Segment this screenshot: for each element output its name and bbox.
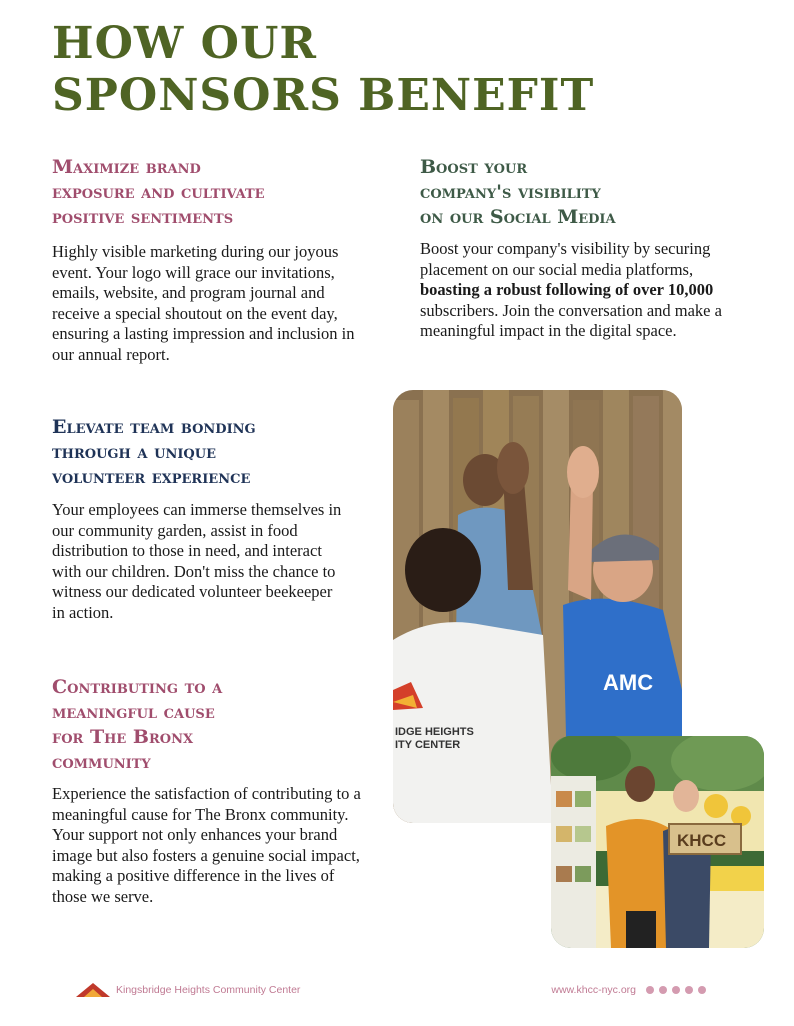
dot-icon — [672, 986, 680, 994]
dot-icon — [698, 986, 706, 994]
brand-heading-line: Maximize brand — [52, 156, 201, 178]
team-heading-line: through a unique — [52, 441, 216, 463]
team-heading-line: Elevate team bonding — [52, 416, 256, 438]
cause-heading-line: Contributing to a — [52, 676, 223, 698]
social-body-text: Boost your company's visibility by securing placement on our social media platforms, — [420, 239, 711, 279]
social-heading-line: Boost your — [420, 156, 528, 178]
dot-icon — [659, 986, 667, 994]
cause-heading — [52, 675, 222, 775]
social-heading-line: company's visibility — [420, 181, 601, 203]
brand-body: Highly visible marketing during our joyous event. Your logo will grace our invitations, emails, website, and program journal and receive a special shoutout on the event day, ensuring a lasting impression and inclusion in our annual report. — [52, 242, 355, 364]
social-body — [420, 239, 730, 342]
title-line-1: HOW OUR — [52, 18, 317, 69]
brand-heading-line: exposure and cultivate — [52, 181, 265, 203]
social-heading — [420, 155, 616, 230]
beekeeping-table-photo — [551, 736, 764, 948]
team-body: Your employees can immerse themselves in our community garden, assist in food distribution to those in need, and interact with our children. Don't miss the chance to witness our dedicated volunteer beekeeper in action. — [52, 500, 342, 622]
decorative-dots — [646, 986, 706, 994]
cause-heading-line: community — [52, 751, 151, 773]
social-body-text: subscribers. Join the conversation and make a meaningful impact in the digital space. — [420, 300, 722, 341]
footer-contact — [551, 982, 706, 998]
brand-heading-line: positive sentiments — [52, 206, 234, 228]
sign-text: KHCC — [677, 831, 727, 850]
team-heading-line: volunteer experience — [52, 466, 251, 488]
title-line-2: SPONSORS BENEFIT — [52, 70, 595, 121]
website-link[interactable]: www.khcc-nyc.org — [551, 984, 636, 996]
footer-org — [76, 982, 300, 998]
team-heading — [52, 415, 256, 490]
dot-icon — [646, 986, 654, 994]
footer-org-name: Kingsbridge Heights Community Center — [116, 984, 301, 996]
organization-logo-icon — [76, 983, 110, 997]
cause-heading-line: for The Bronx — [52, 726, 194, 748]
social-heading-line: on our Social Media — [420, 206, 616, 228]
dot-icon — [685, 986, 693, 994]
cause-heading-line: meaningful cause — [52, 701, 215, 723]
cause-body: Experience the satisfaction of contributing to a meaningful cause for The Bronx community. Your support not only enhances your brand image but also fosters a genuine social impact, making a positive difference in the lives of those we serve. — [52, 784, 361, 906]
page-title — [52, 18, 594, 122]
social-body-highlight: boasting a robust following of over 10,000 — [420, 280, 714, 300]
brand-heading — [52, 155, 265, 230]
shirt-text: IDGE HEIGHTS ITY CENTER — [395, 726, 474, 751]
shirt-logo-text: AMC — [603, 670, 654, 695]
